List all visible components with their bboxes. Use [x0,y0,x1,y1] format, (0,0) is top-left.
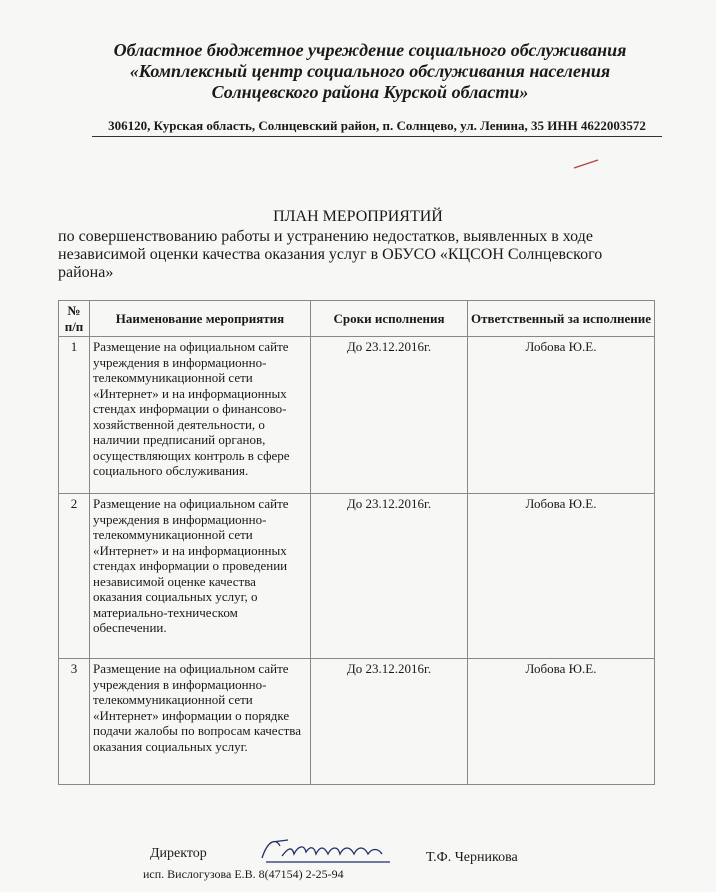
table-header-row [59,301,655,337]
row-number: 1 [59,337,90,494]
org-line-2: «Комплексный центр социального обслуживания населения [129,61,611,81]
row-activity: Размещение на официальном сайте учреждения в информационно-телекоммуникационной сети «Интернет» и на информационных стендах информации о финансово-хозяйственной деятельности, о наличии предписаний органов, осуществляющих контроль в сфере социального обслуживания. [90,337,311,494]
header-responsible: Ответственный за исполнение [468,301,655,337]
executor-contact: исп. Вислогузова Е.В. 8(47154) 2-25-94 [143,867,344,881]
header-number: № п/п [59,301,90,337]
table-row [59,659,655,785]
row-activity: Размещение на официальном сайте учреждения в информационно-телекоммуникационной сети «Интернет» и на информационных стендах информации о проведении независимой оценке качества оказания социальных услуг, о материально-техническом обеспечении. [90,494,311,659]
row-responsible: Лобова Ю.Е. [468,337,655,494]
plan-subtitle: по совершенствованию работы и устранению недостатков, выявленных в ходе независимой оценки качества оказания услуг в ОБУСО «КЦСОН Солнцевского района» [58,228,603,281]
organization-name [60,40,680,103]
row-deadline: До 23.12.2016г. [311,659,468,785]
director-label: Директор [150,846,207,861]
header-activity: Наименование мероприятия [90,301,311,337]
row-deadline: До 23.12.2016г. [311,494,468,659]
plan-table [58,300,655,785]
handwritten-signature [258,832,398,866]
row-responsible: Лобова Ю.Е. [468,494,655,659]
row-activity: Размещение на официальном сайте учреждения в информационно-телекоммуникационной сети «Интернет» информации о порядке подачи жалобы по вопросам качества оказания социальных услуг. [90,659,311,785]
org-line-3: Солнцевского района Курской области» [211,82,529,102]
table-row [59,337,655,494]
row-number: 3 [59,659,90,785]
row-responsible: Лобова Ю.Е. [468,659,655,785]
row-number: 2 [59,494,90,659]
pen-mark [572,158,602,170]
header-deadline: Сроки исполнения [311,301,468,337]
plan-title: ПЛАН МЕРОПРИЯТИЙ [273,208,443,225]
table-row [59,494,655,659]
row-deadline: До 23.12.2016г. [311,337,468,494]
org-line-1: Областное бюджетное учреждение социального обслуживания [113,40,627,60]
director-name: Т.Ф. Черникова [426,850,518,865]
organization-address: 306120, Курская область, Солнцевский район, п. Солнцево, ул. Ленина, 35 ИНН 4622003572 [92,118,662,137]
